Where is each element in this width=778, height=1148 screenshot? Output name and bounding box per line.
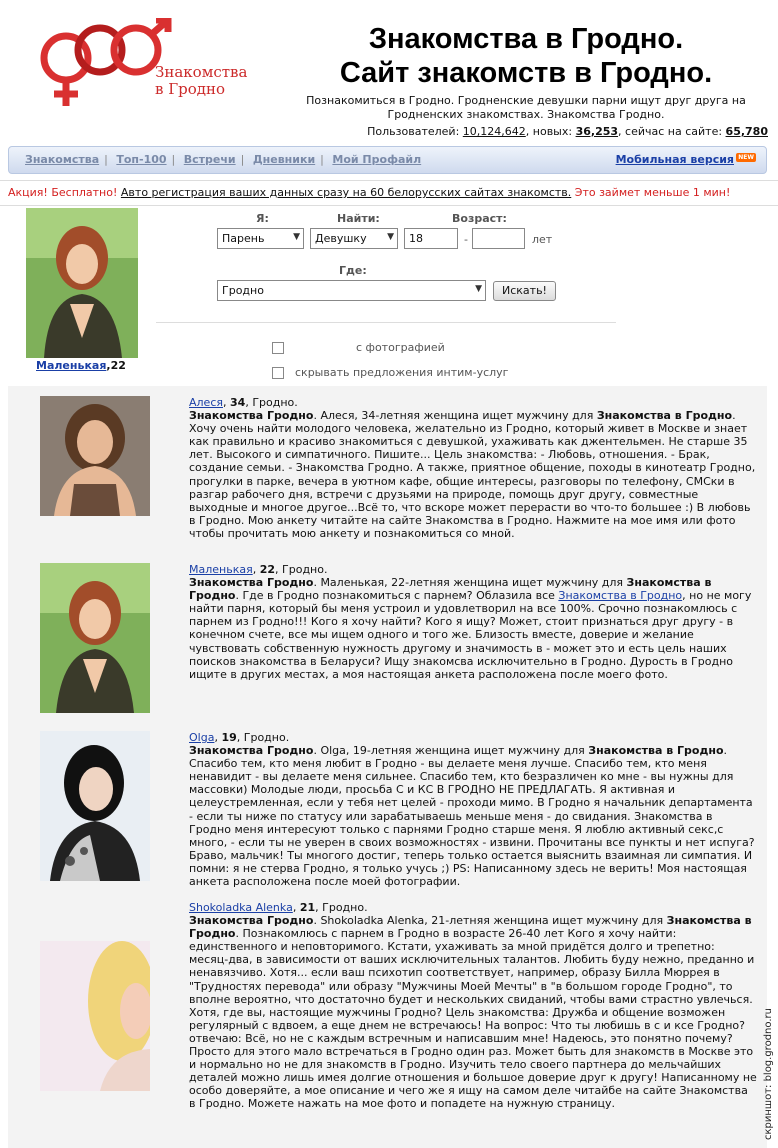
promo-tail: Это займет меньше 1 мин! [574,186,731,199]
where-label: Где: [339,264,367,277]
where-select[interactable] [217,280,486,301]
title-line-2: Сайт знакомств в Гродно. [339,57,713,89]
find-label: Найти: [337,212,380,225]
find-select-value: Девушку [315,232,367,245]
featured-photo[interactable] [26,208,138,358]
age-unit: лет [532,233,553,246]
promo-link[interactable]: Авто регистрация ваших данных сразу на 60 белорусских сайтах знакомств. [120,186,572,199]
hide-offers-checkbox[interactable] [272,367,284,379]
new-badge: NEW [738,154,754,161]
listing-lead-text: . Olga, 19-летняя женщина ищет мужчину для [313,744,589,758]
listing-lead-bold: Знакомства Гродно [189,576,314,590]
listing-body-link[interactable]: Знакомства в Гродно [558,589,683,603]
listing-item: Алеся, 34, Гродно. Знакомства Гродно. Алеся, 34-летняя женщина ищет мужчину для Знакомства в Гродно. Хочу очень найти молодого человека, желательно из Гродно, который живет в Москве и знает как правильно и красиво знакомиться с девушкой, ухаживать как джентельмен. Не старше 35 лет. Высокого и симпатичного. Пишите... Цель знакомства: - Любовь, отношения. - Брак, создание семьи. - Знакомства Гродно. А также, приятное общение, походы в кинотеатр Гродно, прогулки в парке, вечера в уютном кафе, общие интересы, разговоры по телефону, СМСки в разгар рабочего дня, встречи с друзьями на природе, помощь друг другу, совместные выходные и многое другое...Всё то, что вскоре может перерасти во что-то большее :) В любовь в Гродно. Мою анкету читайте на сайте Знакомства в Гродно. Нажмите на мое имя или фото чтобы прочитать мою анкету и познакомиться со мной. [189,396,756,540]
listing-lead-bold2: Знакомства в Гродно [588,744,724,758]
i-select-value: Парень [222,232,265,245]
listing-body: . Спасибо тем, кто меня любит в Гродно - вы делаете меня лучше. Спасибо тем, кто меня ненавидит - вы делаете меня сильнее. Спасибо тем, кто безразличен ко мне - вы нужны для массовки) Молодые люди, просьба С и КС В ГРОДНО НЕ ПРЕДЛАГАТЬ. Я активная и целеустремленная, если у тебя нет целей - проходи мимо. В Гродно я начальник департамента - если ты ниже по статусу или зарабатываешь меньше меня - до свидания. Знакомства в Гродно меня интересуют только с парнями Гродно старше меня. Я люблю активный секс,с много, - если ты не уверен в своих возможностях - извини. Прочитаны все пункты и нет испуга? Браво, мальчик! Ты многого достиг, теперь только остается выяснить взаимная ли симпатия. И помни: я не стерва Гродно, я только учусь ;) PS: Написанному здесь не верить! Моя настоящая анкета расположена после моей фотографии. [189,744,755,889]
listing-item: Shokoladka Alenka, 21, Гродно. Знакомства Гродно. Shokoladka Alenka, 21-летняя женщина ищет мужчину для Знакомства в Гродно. Познакомлюсь с парнем в Гродно в возрасте 26-40 лет Кого я хочу найти: единственного и неповторимого. Кстати, ухаживать за мной придётся долго и трепетно: месяц-два, в зависимости от ваших исключительных талантов. Любить буду нежно, преданно и ненавязчиво. Хотя... если ваш психотип соответствует, например, образу Билла Мюррея в "Трудностях перевода" или образу "Мужчины Моей Мечты" в "в большом городе Гродно", то вполне вероятно, что достаточно будет и нескольких свиданий, чтобы вами страстно увлечься. Хотя, где вы, настоящие мужчины Гродно? Цель знакомства: Дружба и общение возможен регулярный с вдвоем, а еще днем не встречаюсь! На вопрос: Что ты любишь в с и ксе Гродно? отвечаю: Всё, но не с каждым встречным и написавшим мне! Надеюсь, это понятно почему? Просто для этого мало встречаться в Гродно один раз. Может быть для знакомств в Москве это и нормально но не для знакомств в Гродно. Изучить тело своего партнера до мельчайших деталей можно лишь имея долгие отношения и большое доверие друг к другу! Написанному не особо доверяйте, а мое описание и чего же я ищу на самом деле читайбе на сайте Знакомства в Гродно. Можете нажать на мое фото и попадете на нужную страницу. [189,901,757,1111]
listing-name-link[interactable]: Olga [189,731,215,744]
listing-lead-text: . Shokoladka Alenka, 21-летняя женщина ищет мужчину для [313,914,667,928]
nav-item-top100[interactable]: Топ-100 [116,153,167,166]
profile-photo[interactable] [40,731,150,881]
logo-line-1: Знакомства [155,63,248,81]
profile-photo[interactable] [40,396,150,516]
listing-name-link[interactable]: Shokoladka Alenka [189,901,293,914]
i-select[interactable] [217,228,304,249]
listing-body: , но не могу найти парня, который бы меня устроил и удовлетворил на все 100%. Срочно познакомлюсь с парнем из Гродно!!! Кого я хочу найти? Кого я ищу? Может, стоит признаться друг другу - в конечном счете, все мы ищем одного и того же. Близость вместе, доверие и желание чувствовать собственную нужность другому и значимость в - может это и есть цель наших поисков знакомства в Беларуси? Ищу знакомсва исключительно в Гродно. Дурость в Гродно ищите в других местах, а моя настоящая анкета расположена после моего фото. [189,589,752,681]
age-label: Возраст: [452,212,507,225]
promo-banner [0,180,778,206]
page-subtitle: Познакомиться в Гродно. Гродненские девушки парни ищут друг друга на Гродненских знакомствах. Знакомства Гродно. [306,94,746,121]
online-label: , сейчас на сайте: [618,125,723,138]
featured-name [36,359,126,372]
users-label: Пользователей: [367,125,460,138]
nav-item-znakomstva[interactable]: Знакомства [25,153,100,166]
where-select-value: Гродно [222,284,264,297]
listing-city: Гродно. [282,563,328,576]
title-line-1: Знакомства в Гродно. [368,23,684,55]
listing-city: Гродно. [243,731,290,744]
find-select[interactable] [310,228,398,249]
listing-age: 34 [230,396,246,409]
listing-lead-bold: Знакомства Гродно [189,744,314,758]
listing-lead-bold2: Знакомства в Гродно [189,576,712,603]
listing-city: Гродно. [252,396,298,409]
mobile-version-link[interactable]: Мобильная версия [615,153,734,166]
listing-item: Olga, 19, Гродно. Знакомства Гродно. Olga, 19-летняя женщина ищет мужчину для Знакомства в Гродно. Спасибо тем, кто меня любит в Гродно - вы делаете меня лучше. Спасибо тем, кто меня ненавидит - вы делаете меня сильнее. Спасибо тем, кто безразличен ко мне - вы нужны для массовки) Молодые люди, просьба С и КС В ГРОДНО НЕ ПРЕДЛАГАТЬ. Я активная и целеустремленная, если у тебя нет целей - проходи мимо. В Гродно я начальник департамента - если ты ниже по статусу или зарабатываешь меньше меня - до свидания. Знакомства в Гродно меня интересуют только с парнями Гродно старше меня. Я люблю активный секс,с много, - если ты не уверен в своих возможностях - извини. Прочитаны все пункты и нет испуга? Браво, мальчик! Ты многого достиг, теперь только остается выяснить взаимная ли симпатия. И помни: я не стерва Гродно, я только учусь ;) PS: Написанному здесь не верить! Моя настоящая анкета расположена после моей фотографии. [189,731,755,889]
listing-body: . Познакомлюсь с парнем в Гродно в возрасте 26-40 лет Кого я хочу найти: единственного и неповторимого. Кстати, ухаживать за мной придётся долго и трепетно: месяц-два, в зависимости от ваших исключительных талантов. Любить буду нежно, преданно и ненавязчиво. Хотя... если ваш психотип соответствует, например, образу Билла Мюррея в "Трудностях перевода" или образу "Мужчины Моей Мечты" в "в большом городе Гродно", то вполне вероятно, что достаточно будет и нескольких свиданий, чтобы вами страстно увлечься. Хотя, где вы, настоящие мужчины Гродно? Цель знакомства: Дружба и общение возможен регулярный с вдвоем, а еще днем не встречаюсь! На вопрос: Что ты любишь в с и ксе Гродно? отвечаю: Всё, но не с каждым встречным и написавшим мне! Надеюсь, это понятно почему? Просто для этого мало встречаться в Гродно один раз. Может быть для знакомств в Москве это и нормально но не для знакомств в Гродно. Изучить тело своего партнера до мельчайших деталей можно лишь имея долгие отношения и большое доверие друг к другу! Написанному не особо доверяйте, а мое описание и чего же я ищу на самом деле читайбе на сайте Знакомства в Гродно. Можете нажать на мое фото и попадете на нужную страницу. [189,927,757,1111]
new-label: , новых: [525,125,573,138]
profile-photo[interactable] [40,941,150,1091]
listing-item: Маленькая, 22, Гродно. Знакомства Гродно. Маленькая, 22-летняя женщина ищет мужчину для Знакомства в Гродно. Где в Гродно познакомиться с парнем? Облазила все Знакомства в Гродно, но не могу найти парня, который бы меня устроил и удовлетворил на все 100%. Срочно познакомлюсь с парнем из Гродно!!! Кого я хочу найти? Кого я ищу? Может, стоит признаться друг другу - в конечном счете, все мы ищем одного и того же. Близость вместе, доверие и желание чувствовать собственную нужность другому и значимость в - может это и есть цель наших поисков знакомства в Беларуси? Ищу знакомсва исключительно в Гродно. Дурость в Гродно ищите в других местах, а моя настоящая анкета расположена после моего фото. [189,563,752,681]
listing-name-link[interactable]: Маленькая [189,563,253,576]
credit-text: скриншот: blog.grodno.ru [763,1008,774,1140]
listing-body-start: . Где в Гродно познакомиться с парнем? Облазила все [235,589,559,603]
site-header [0,0,778,145]
site-stats [367,125,768,138]
screenshot-credit [760,980,774,1140]
divider [156,322,616,323]
online-count: 65,780 [725,125,768,138]
listing-age: 22 [259,563,276,576]
age-from-input[interactable]: 18 [404,228,458,249]
listing-lead-text: . Алеся, 34-летняя женщина ищет мужчину для [313,409,597,423]
profile-photo[interactable] [40,563,150,713]
listing-lead-bold: Знакомства Гродно [189,914,314,928]
page-title [286,22,766,90]
listing-lead-bold2: Знакомства в Гродно [596,409,733,423]
with-photo-label: с фотографией [356,341,445,354]
users-count[interactable]: 10,124,642 [462,125,526,138]
nav-item-my-profile[interactable]: Мой Профайл [332,153,422,166]
logo-text [155,64,247,98]
age-to-input[interactable] [472,228,525,249]
nav-item-meetings[interactable]: Встречи [183,153,236,166]
search-button[interactable]: Искать! [493,281,556,301]
logo-line-2: в Гродно [155,80,226,98]
featured-name-link[interactable]: Маленькая [36,359,107,372]
i-label: Я: [256,212,269,225]
listing-age: 21 [299,901,316,914]
listing-lead-bold: Знакомства Гродно [189,409,314,423]
chevron-down-icon: ▼ [475,284,482,294]
listing-city: Гродно. [322,901,368,914]
chevron-down-icon: ▼ [293,232,300,242]
main-nav [8,146,767,174]
age-dash: - [464,233,468,246]
listing-name-link[interactable]: Алеся [189,396,223,409]
with-photo-checkbox[interactable] [272,342,284,354]
listing-lead-text: . Маленькая, 22-летняя женщина ищет мужчину для [313,576,627,590]
chevron-down-icon: ▼ [387,232,394,242]
listing-lead-bold2: Знакомства в Гродно [189,914,752,941]
promo-lead: Акция! Бесплатно! [8,186,118,199]
new-count: 36,253 [575,125,619,138]
hide-offers-label: скрывать предложения интим-услуг [295,366,509,379]
nav-item-diaries[interactable]: Дневники [252,153,316,166]
listing-age: 19 [221,731,237,744]
listing-body: . Хочу очень найти молодого человека, желательно из Гродно, который живет в Москве и знает как правильно и красиво знакомиться с девушкой, ухаживать как джентельмен. Не старше 35 лет. Высокого и симпатичного. Пишите... Цель знакомства: - Любовь, отношения. - Брак, создание семьи. - Знакомства Гродно. А также, приятное общение, походы в кинотеатр Гродно, прогулки в парке, вечера в уютном кафе, общие интересы, разговоры по телефону, СМСки в разгар рабочего дня, встречи с друзьями на природе, помощь друг другу, совместные выходные и многое другое...Всё то, что вскоре может перерасти во что-то большее :) В любовь в Гродно. Мою анкету читайте на сайте Знакомства в Гродно. Нажмите на мое имя или фото чтобы прочитать мою анкету и познакомиться со мной. [189,409,756,540]
featured-age: ,22 [106,359,126,372]
nav-items: Знакомства | Топ-100 | Встречи | Дневники | Мой Профайл [25,153,422,166]
